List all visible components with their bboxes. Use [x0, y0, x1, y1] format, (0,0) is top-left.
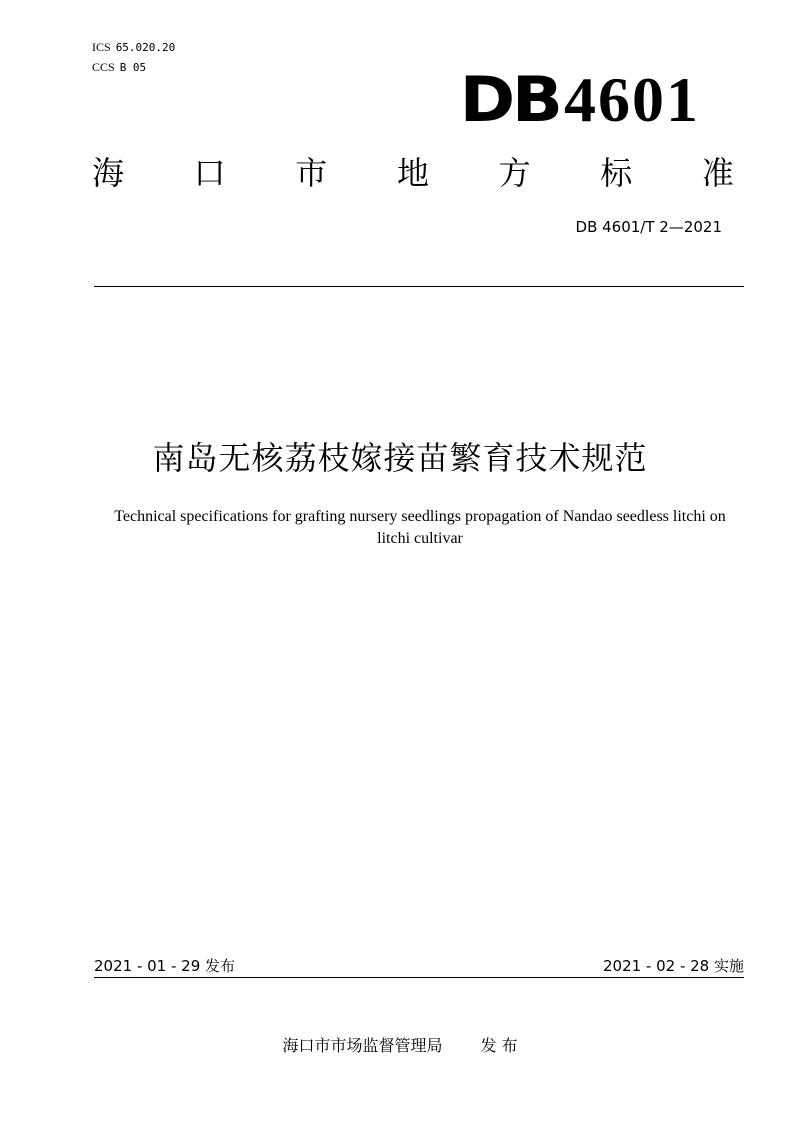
- ics-value: 65.020.20: [115, 41, 176, 54]
- implementation-date: 2021 - 02 - 28 实施: [602, 957, 744, 975]
- standard-type-char: 标: [600, 154, 633, 192]
- standard-type-char: 口: [193, 154, 226, 192]
- db-logo: [459, 63, 700, 136]
- standard-type-char: 方: [498, 154, 531, 192]
- logo-number: 4601: [564, 64, 700, 135]
- title-english: Technical specifications for grafting nursery seedlings propagation of Nandao seedless litchi on litchi cultivar: [114, 508, 726, 547]
- ccs-code: [92, 60, 146, 75]
- standard-number: DB 4601/T 2—2021: [575, 218, 722, 236]
- ics-code: [92, 40, 175, 55]
- standard-type-char: 准: [701, 154, 734, 192]
- issue-date: 2021 - 01 - 29 发布: [94, 957, 236, 975]
- publisher-name: 海口市市场监督管理局: [282, 1036, 443, 1055]
- standard-type-char: 海: [91, 154, 124, 192]
- ccs-value: B 05: [119, 61, 147, 74]
- standard-type-char: 地: [396, 154, 429, 192]
- publish-action: 发 布: [480, 1036, 518, 1055]
- title-chinese: 南岛无核荔枝嫁接苗繁育技术规范: [152, 439, 648, 477]
- standard-type-heading: [88, 150, 738, 196]
- bottom-divider: [94, 977, 744, 978]
- logo-prefix: DB: [459, 63, 560, 136]
- ics-label: ICS: [92, 40, 111, 54]
- ccs-label: CCS: [92, 60, 115, 74]
- publisher-line: [0, 1033, 800, 1056]
- standard-type-char: 市: [295, 154, 328, 192]
- top-divider: [94, 286, 744, 287]
